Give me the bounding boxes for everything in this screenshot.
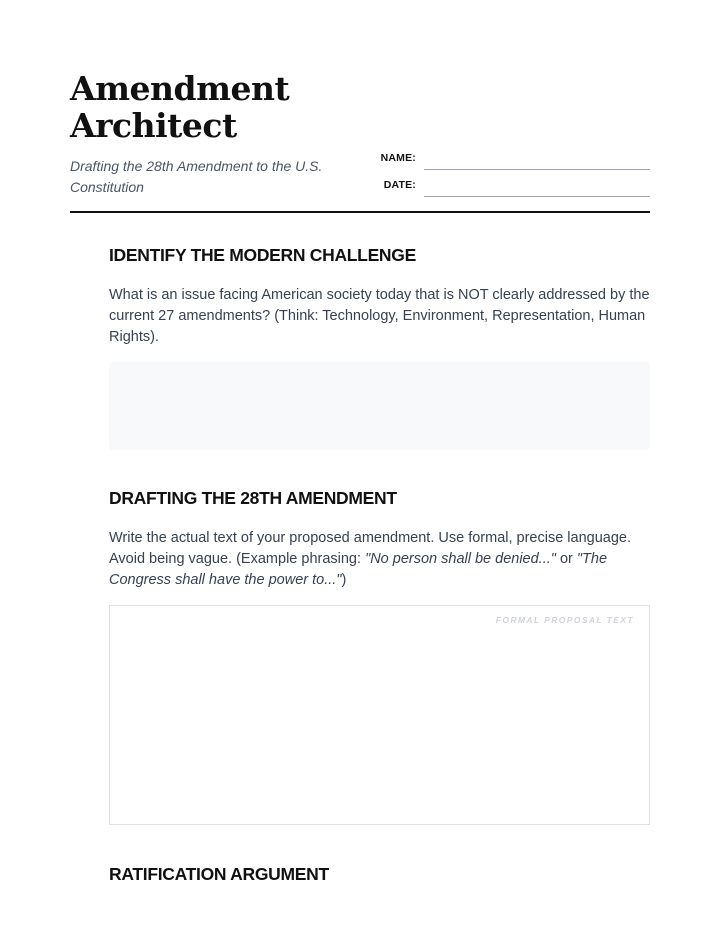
page-subtitle: Drafting the 28th Amendment to the U.S. Constitution (70, 158, 323, 195)
section-description: What is an issue facing American society today that is NOT clearly addressed by the current 27 amendments? (Think: Technology, Environment, Representation, Human Rights). (109, 287, 650, 345)
section-heading: IDENTIFY THE MODERN CHALLENGE (109, 245, 416, 265)
description-end: ) (341, 572, 347, 588)
date-line[interactable] (424, 196, 650, 197)
section-heading: RATIFICATION ARGUMENT (109, 864, 329, 884)
name-line[interactable] (424, 169, 650, 170)
name-label: NAME: (380, 152, 416, 164)
description-connector: or (555, 551, 577, 567)
header-divider (70, 211, 650, 213)
section-description (109, 528, 650, 591)
proposal-text-box[interactable] (109, 605, 650, 825)
section-drafting (109, 488, 650, 625)
section-modern-challenge (109, 245, 650, 348)
description-intro: Write the actual text of your proposed amendment. Use formal, precise language. Avoid being vague. (Example phrasing: (109, 530, 632, 567)
challenge-answer-box[interactable] (109, 362, 650, 450)
section-heading: DRAFTING THE 28TH AMENDMENT (109, 488, 397, 508)
example-phrase-2: "The Congress shall have the power to..." (109, 551, 608, 588)
box-watermark: FORMAL PROPOSAL TEXT (495, 615, 634, 625)
section-ratification (109, 864, 650, 885)
title-line-1: Amendment (70, 69, 290, 108)
date-label: DATE: (383, 179, 416, 191)
worksheet-page (70, 0, 650, 932)
page-title (70, 70, 370, 144)
example-phrase-1: "No person shall be denied..." (365, 551, 556, 567)
name-field[interactable] (370, 150, 650, 170)
title-line-2: Architect (70, 106, 237, 145)
date-field[interactable] (370, 177, 650, 197)
